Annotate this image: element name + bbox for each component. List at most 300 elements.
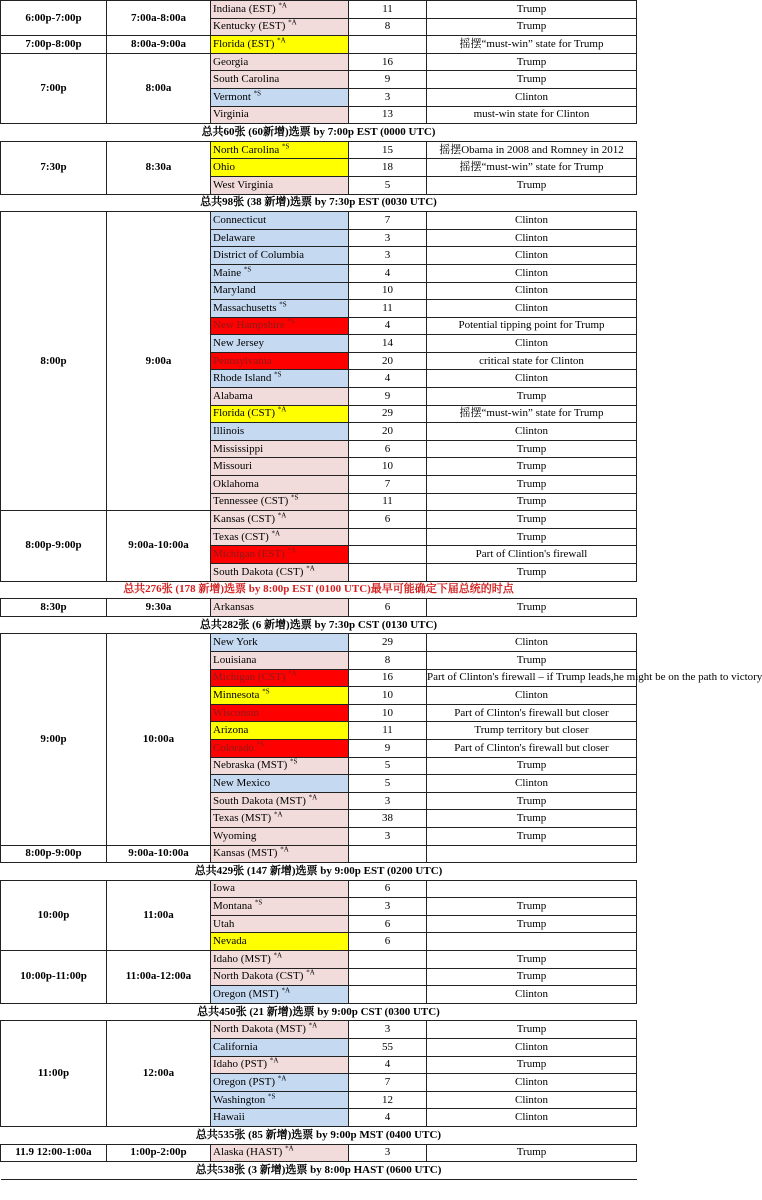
state-name <box>211 528 349 546</box>
state-label: Pennsylvania <box>213 354 272 367</box>
state-name <box>211 71 349 89</box>
summary-row <box>1 581 637 599</box>
projection-note: Trump territory but closer <box>427 722 637 740</box>
state-name <box>211 405 349 423</box>
state-name <box>211 792 349 810</box>
electoral-votes: 6 <box>349 599 427 617</box>
state-label: Vermont <box>213 90 251 103</box>
state-name <box>211 212 349 230</box>
electoral-votes: 3 <box>349 229 427 247</box>
electoral-votes <box>349 564 427 582</box>
electoral-votes <box>349 36 427 54</box>
state-footnote-mark: *A <box>308 1021 318 1030</box>
state-name <box>211 898 349 916</box>
state-name <box>211 159 349 177</box>
projection-note: Part of Clintion's firewall <box>427 546 637 564</box>
state-name <box>211 1021 349 1039</box>
state-label: Wyoming <box>213 829 257 842</box>
state-label: Massachusetts <box>213 301 277 314</box>
state-name <box>211 176 349 194</box>
electoral-votes: 6 <box>349 915 427 933</box>
projection-note: Trump <box>427 511 637 529</box>
electoral-votes: 5 <box>349 757 427 775</box>
est-time: 8:30p <box>1 599 107 617</box>
state-label: Hawaii <box>213 1111 245 1124</box>
state-name <box>211 915 349 933</box>
state-label: Florida (EST) <box>213 37 275 50</box>
projection-note: Trump <box>427 827 637 845</box>
state-name <box>211 845 349 863</box>
state-name <box>211 282 349 300</box>
state-name <box>211 564 349 582</box>
projection-note: Clinton <box>427 775 637 793</box>
state-footnote-mark: *S <box>256 740 265 749</box>
state-label: Alaska (HAST) <box>213 1146 283 1159</box>
electoral-votes: 3 <box>349 827 427 845</box>
state-name <box>211 704 349 722</box>
summary-row <box>1 194 637 212</box>
projection-note: Clinton <box>427 229 637 247</box>
electoral-votes: 9 <box>349 388 427 406</box>
cumulative-total: 总共429张 (147 新增)选票 by 9:00p EST (0200 UTC) <box>1 863 637 881</box>
state-label: New Hampshire <box>213 319 285 332</box>
electoral-votes: 11 <box>349 300 427 318</box>
state-footnote-mark: *S <box>291 493 299 502</box>
projection-note: Trump <box>427 651 637 669</box>
state-footnote-mark: *A <box>280 845 289 854</box>
state-name <box>211 335 349 353</box>
state-name <box>211 810 349 828</box>
state-footnote-mark: *A <box>287 546 297 555</box>
state-label: Michigan (CST) <box>213 671 286 684</box>
projection-note: must-win state for Clinton <box>427 106 637 124</box>
state-footnote-mark: *A <box>281 986 290 995</box>
projection-note: Clinton <box>427 634 637 652</box>
projection-note: Trump <box>427 951 637 969</box>
electoral-votes: 5 <box>349 775 427 793</box>
state-label: Alabama <box>213 389 253 402</box>
state-footnote-mark: *A <box>277 511 287 520</box>
electoral-votes: 3 <box>349 792 427 810</box>
electoral-votes: 11 <box>349 1 427 19</box>
projection-note: Trump <box>427 599 637 617</box>
est-time: 11.9 12:00-1:00a <box>1 1144 107 1162</box>
electoral-votes: 5 <box>349 176 427 194</box>
state-label: Connecticut <box>213 213 267 226</box>
projection-note: Trump <box>427 176 637 194</box>
projection-note: Trump <box>427 915 637 933</box>
projection-note: Trump <box>427 968 637 986</box>
cumulative-total: 总共60张 (60新增)选票 by 7:00p EST (0000 UTC) <box>1 124 637 142</box>
projection-note: critical state for Clinton <box>427 352 637 370</box>
state-label: Arizona <box>213 724 249 737</box>
beijing-time: 9:00a <box>107 212 211 511</box>
state-name <box>211 317 349 335</box>
projection-note: Part of Clinton's firewall – if Trump leads,he might be on the path to victory <box>427 669 637 687</box>
state-footnote-mark: *A <box>277 405 287 414</box>
projection-note: Trump <box>427 53 637 71</box>
projection-note: Trump <box>427 1 637 19</box>
state-name <box>211 352 349 370</box>
beijing-time: 8:00a-9:00a <box>107 36 211 54</box>
state-label: Indiana (EST) <box>213 2 276 15</box>
state-label: Ohio <box>213 161 235 174</box>
electoral-votes: 13 <box>349 106 427 124</box>
electoral-votes: 7 <box>349 476 427 494</box>
electoral-votes: 29 <box>349 405 427 423</box>
projection-note: Clinton <box>427 247 637 265</box>
projection-note: Clinton <box>427 1074 637 1092</box>
electoral-votes: 20 <box>349 352 427 370</box>
state-footnote-mark: *A <box>271 528 281 537</box>
beijing-time: 12:00a <box>107 1021 211 1127</box>
state-label: Wisconsin <box>213 706 259 719</box>
state-row <box>1 36 637 54</box>
electoral-votes: 3 <box>349 1021 427 1039</box>
electoral-votes: 11 <box>349 493 427 511</box>
state-label: Rhode Island <box>213 372 272 385</box>
state-footnote-mark: *A <box>288 669 297 678</box>
state-label: Tennessee (CST) <box>213 495 289 508</box>
state-footnote-mark: *S <box>289 757 298 766</box>
state-name <box>211 1074 349 1092</box>
state-footnote-mark: *S <box>287 317 295 326</box>
state-row <box>1 141 637 159</box>
electoral-votes: 3 <box>349 898 427 916</box>
state-name <box>211 264 349 282</box>
projection-note: Clinton <box>427 423 637 441</box>
state-footnote-mark: *A <box>269 1056 279 1065</box>
est-time: 8:00p-9:00p <box>1 511 107 581</box>
state-row <box>1 634 637 652</box>
projection-note: 摇摆“must-win” state for Trump <box>427 36 637 54</box>
state-label: West Virginia <box>213 178 274 191</box>
state-row <box>1 1021 637 1039</box>
beijing-time: 9:00a-10:00a <box>107 511 211 581</box>
state-name <box>211 986 349 1004</box>
electoral-votes: 6 <box>349 880 427 898</box>
state-label: Georgia <box>213 55 249 68</box>
state-row <box>1 951 637 969</box>
beijing-time: 8:00a <box>107 53 211 123</box>
electoral-votes: 7 <box>349 212 427 230</box>
est-time: 11:00p <box>1 1021 107 1127</box>
beijing-time: 10:00a <box>107 634 211 845</box>
electoral-votes: 9 <box>349 71 427 89</box>
est-time: 8:00p-9:00p <box>1 845 107 863</box>
electoral-votes: 18 <box>349 159 427 177</box>
state-label: District of Columbia <box>213 249 305 262</box>
electoral-votes: 10 <box>349 704 427 722</box>
state-label: Arkansas <box>213 600 254 613</box>
electoral-votes: 4 <box>349 370 427 388</box>
state-label: Oregon (PST) <box>213 1076 276 1089</box>
projection-note: 摇摆“must-win” state for Trump <box>427 159 637 177</box>
state-label: Texas (CST) <box>213 530 269 543</box>
projection-note: Part of Clinton's firewall but closer <box>427 739 637 757</box>
state-row <box>1 1 637 19</box>
state-footnote-mark: *A <box>288 18 297 27</box>
state-label: South Dakota (MST) <box>213 794 306 807</box>
projection-note: Clinton <box>427 1039 637 1057</box>
electoral-votes: 38 <box>349 810 427 828</box>
cumulative-total: 总共98张 (38 新增)选票 by 7:30p EST (0030 UTC) <box>1 194 637 212</box>
electoral-votes: 4 <box>349 1109 427 1127</box>
state-name <box>211 687 349 705</box>
state-row <box>1 212 637 230</box>
electoral-votes: 8 <box>349 18 427 36</box>
projection-note: Clinton <box>427 1109 637 1127</box>
projection-note: Trump <box>427 71 637 89</box>
state-name <box>211 18 349 36</box>
state-label: Illinois <box>213 425 245 438</box>
state-name <box>211 511 349 529</box>
projection-note: Clinton <box>427 300 637 318</box>
state-name <box>211 1 349 19</box>
projection-note: Clinton <box>427 88 637 106</box>
projection-note: Clinton <box>427 282 637 300</box>
state-label: Louisiana <box>213 653 257 666</box>
state-name <box>211 458 349 476</box>
state-label: Missouri <box>213 460 253 473</box>
state-label: Oregon (MST) <box>213 988 279 1001</box>
state-footnote-mark: *A <box>306 968 315 977</box>
state-name <box>211 933 349 951</box>
electoral-votes: 3 <box>349 88 427 106</box>
cumulative-total: 总共450张 (21 新增)选票 by 9:00p CST (0300 UTC) <box>1 1003 637 1021</box>
state-label: Utah <box>213 917 235 930</box>
projection-note: 摇摆Obama in 2008 and Romney in 2012 <box>427 141 637 159</box>
electoral-votes: 11 <box>349 722 427 740</box>
state-name <box>211 53 349 71</box>
state-name <box>211 827 349 845</box>
state-footnote-mark: *A <box>306 564 315 573</box>
electoral-votes: 16 <box>349 53 427 71</box>
state-footnote-mark: *A <box>273 810 283 819</box>
beijing-time: 7:00a-8:00a <box>107 1 211 36</box>
electoral-votes: 29 <box>349 634 427 652</box>
est-time: 10:00p-11:00p <box>1 951 107 1004</box>
projection-note: Trump <box>427 564 637 582</box>
projection-note: Trump <box>427 458 637 476</box>
projection-note: 摇摆“must-win” state for Trump <box>427 405 637 423</box>
state-row <box>1 53 637 71</box>
projection-note: Trump <box>427 1144 637 1162</box>
summary-row <box>1 1162 637 1180</box>
electoral-votes: 4 <box>349 317 427 335</box>
state-label: Washington <box>213 1093 266 1106</box>
electoral-votes <box>349 951 427 969</box>
projection-note: Trump <box>427 528 637 546</box>
projection-note: Clinton <box>427 335 637 353</box>
state-label: Kansas (MST) <box>213 847 278 860</box>
state-footnote-mark: *A <box>277 1074 287 1083</box>
state-name <box>211 388 349 406</box>
state-name <box>211 370 349 388</box>
cumulative-total: 总共282张 (6 新增)选票 by 7:30p CST (0130 UTC) <box>1 616 637 634</box>
state-footnote-mark: *A <box>273 951 283 960</box>
state-label: New York <box>213 636 258 649</box>
est-time: 7:00p <box>1 53 107 123</box>
electoral-votes: 20 <box>349 423 427 441</box>
est-time: 8:00p <box>1 212 107 511</box>
state-name <box>211 546 349 564</box>
projection-note: Potential tipping point for Trump <box>427 317 637 335</box>
state-name <box>211 423 349 441</box>
state-footnote-mark: *A <box>285 1144 294 1153</box>
projection-note: Trump <box>427 476 637 494</box>
electoral-votes: 10 <box>349 282 427 300</box>
state-name <box>211 599 349 617</box>
electoral-votes <box>349 528 427 546</box>
state-label: Kentucky (EST) <box>213 20 286 33</box>
projection-note: Clinton <box>427 370 637 388</box>
state-label: North Dakota (MST) <box>213 1023 306 1036</box>
electoral-votes: 6 <box>349 511 427 529</box>
est-time: 9:00p <box>1 634 107 845</box>
electoral-votes: 6 <box>349 440 427 458</box>
state-name <box>211 247 349 265</box>
projection-note: Trump <box>427 1056 637 1074</box>
electoral-votes <box>349 546 427 564</box>
electoral-votes: 8 <box>349 651 427 669</box>
projection-note: Part of Clinton's firewall but closer <box>427 704 637 722</box>
state-name <box>211 669 349 687</box>
state-name <box>211 440 349 458</box>
cumulative-total: 总共276张 (178 新增)选票 by 8:00p EST (0100 UTC)最早可能确定下届总统的时点 <box>1 581 637 599</box>
projection-note: Trump <box>427 493 637 511</box>
electoral-votes: 15 <box>349 141 427 159</box>
beijing-time: 11:00a <box>107 880 211 950</box>
state-label: Montana <box>213 900 253 913</box>
state-name <box>211 1056 349 1074</box>
electoral-votes: 14 <box>349 335 427 353</box>
state-footnote-mark: *S <box>268 1091 276 1100</box>
cumulative-total: 总共538张 (3 新增)选票 by 8:00p HAST (0600 UTC) <box>1 1162 637 1180</box>
state-label: Idaho (PST) <box>213 1058 268 1071</box>
state-footnote-mark: *S <box>279 300 287 309</box>
projection-note: Trump <box>427 18 637 36</box>
state-label: Texas (MST) <box>213 812 272 825</box>
state-name <box>211 1144 349 1162</box>
state-name <box>211 106 349 124</box>
projection-note: Trump <box>427 440 637 458</box>
state-footnote-mark: *S <box>253 89 262 98</box>
summary-row <box>1 124 637 142</box>
state-footnote-mark: *S <box>282 141 290 150</box>
state-footnote-mark: *A <box>278 1 287 10</box>
beijing-time: 11:00a-12:00a <box>107 951 211 1004</box>
state-name <box>211 476 349 494</box>
state-name <box>211 1039 349 1057</box>
state-label: Florida (CST) <box>213 407 276 420</box>
projection-note: Trump <box>427 388 637 406</box>
electoral-votes <box>349 968 427 986</box>
state-name <box>211 722 349 740</box>
state-label: North Dakota (CST) <box>213 970 304 983</box>
state-label: Colorado <box>213 741 254 754</box>
state-label: North Carolina <box>213 143 280 156</box>
schedule-body <box>1 1 762 1180</box>
projection-note <box>427 880 637 898</box>
state-label: Kansas (CST) <box>213 513 276 526</box>
state-name <box>211 300 349 318</box>
electoral-votes: 10 <box>349 458 427 476</box>
state-name <box>211 1109 349 1127</box>
state-footnote-mark: *S <box>243 265 252 274</box>
electoral-votes: 10 <box>349 687 427 705</box>
state-label: Nebraska (MST) <box>213 759 288 772</box>
electoral-votes: 4 <box>349 264 427 282</box>
state-name <box>211 88 349 106</box>
state-label: South Dakota (CST) <box>213 565 304 578</box>
state-row <box>1 880 637 898</box>
est-time: 6:00p-7:00p <box>1 1 107 36</box>
state-name <box>211 757 349 775</box>
state-label: Minnesota <box>213 688 260 701</box>
beijing-time: 9:00a-10:00a <box>107 845 211 863</box>
state-name <box>211 141 349 159</box>
state-name <box>211 1091 349 1109</box>
state-label: Mississippi <box>213 442 264 455</box>
state-row <box>1 599 637 617</box>
projection-note: Trump <box>427 792 637 810</box>
projection-note <box>427 933 637 951</box>
cumulative-total: 总共535张 (85 新增)选票 by 9:00p MST (0400 UTC) <box>1 1127 637 1145</box>
projection-note: Trump <box>427 898 637 916</box>
state-label: New Mexico <box>213 776 271 789</box>
state-name <box>211 493 349 511</box>
electoral-votes: 3 <box>349 1144 427 1162</box>
est-time: 7:30p <box>1 141 107 194</box>
projection-note: Clinton <box>427 1091 637 1109</box>
state-label: Idaho (MST) <box>213 952 271 965</box>
state-label: Iowa <box>213 882 235 895</box>
state-name <box>211 651 349 669</box>
state-row <box>1 845 637 863</box>
electoral-votes <box>349 986 427 1004</box>
state-label: California <box>213 1040 258 1053</box>
projection-note: Trump <box>427 757 637 775</box>
projection-note: Clinton <box>427 212 637 230</box>
state-footnote-mark: *S <box>254 898 263 907</box>
est-time: 7:00p-8:00p <box>1 36 107 54</box>
electoral-votes: 16 <box>349 669 427 687</box>
beijing-time: 8:30a <box>107 141 211 194</box>
electoral-votes: 4 <box>349 1056 427 1074</box>
state-label: Maine <box>213 266 242 279</box>
state-label: Oklahoma <box>213 477 259 490</box>
projection-note: Trump <box>427 1021 637 1039</box>
beijing-time: 9:30a <box>107 599 211 617</box>
state-label: Nevada <box>213 935 247 948</box>
summary-row <box>1 1127 637 1145</box>
projection-note: Clinton <box>427 687 637 705</box>
state-name <box>211 634 349 652</box>
summary-row <box>1 1003 637 1021</box>
state-row <box>1 511 637 529</box>
state-row <box>1 1144 637 1162</box>
projection-note: Clinton <box>427 264 637 282</box>
state-footnote-mark: *A <box>308 792 318 801</box>
beijing-time: 1:00p-2:00p <box>107 1144 211 1162</box>
state-name <box>211 739 349 757</box>
projection-note <box>427 845 637 863</box>
summary-row <box>1 863 637 881</box>
electoral-votes <box>349 845 427 863</box>
est-time: 10:00p <box>1 880 107 950</box>
state-name <box>211 880 349 898</box>
